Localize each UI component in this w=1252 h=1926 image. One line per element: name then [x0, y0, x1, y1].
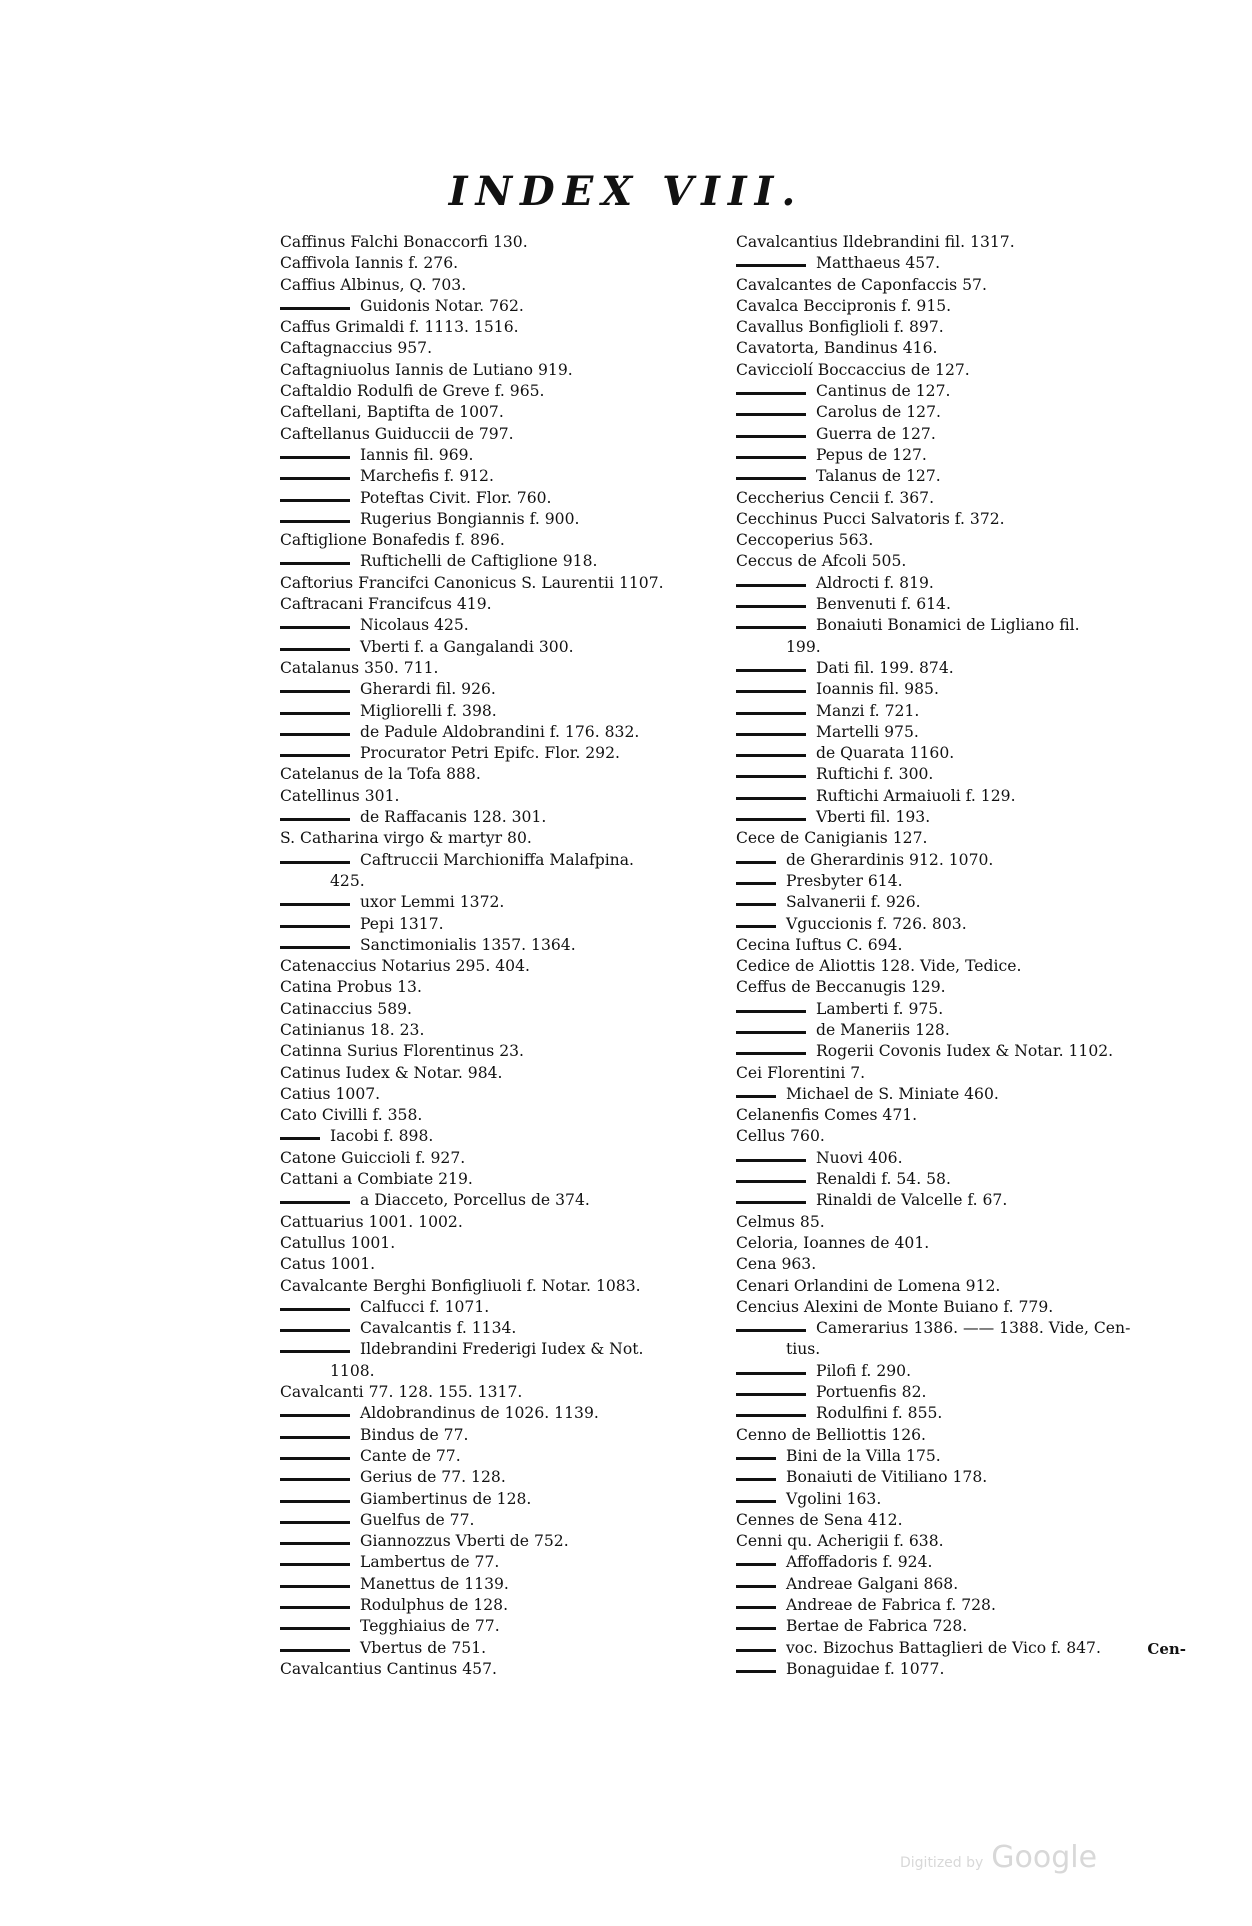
index-subentry: Gherardi fil. 926.	[280, 679, 710, 700]
index-subentry: Rinaldi de Valcelle f. 67.	[736, 1190, 1186, 1211]
index-entry: Catellinus 301.	[280, 786, 400, 805]
index-entry: Cenno de Belliottis 126.	[736, 1425, 926, 1444]
index-subentry: Migliorelli f. 398.	[280, 701, 710, 722]
index-subentry: Aldrocti f. 819.	[736, 573, 1186, 594]
index-entry: Cavalca Beccipronis f. 915.	[736, 296, 952, 315]
index-subentry: Camerarius 1386. —— 1388. Vide, Cen-	[736, 1318, 1186, 1339]
index-entry: Caffius Albinus, Q. 703.	[280, 275, 467, 294]
index-subentry: Bonaiuti de Vitiliano 178.	[736, 1467, 1186, 1488]
index-entry: Ceffus de Beccanugis 129.	[736, 978, 946, 997]
index-entry: Caffinus Falchi Bonaccorfi 130.	[280, 233, 528, 251]
index-subentry: Renaldi f. 54. 58.	[736, 1169, 1186, 1190]
index-subentry: Vgolini 163.	[736, 1489, 1186, 1510]
index-subentry: Ruftichelli de Caftiglione 918.	[280, 551, 710, 572]
index-entry: Caftiglione Bonafedis f. 896.	[280, 531, 505, 550]
index-subentry: voc. Bizochus Battaglieri de Vico f. 847.	[736, 1638, 1186, 1659]
index-subentry: Iacobi f. 898.	[280, 1126, 710, 1147]
index-entry: Cece de Canigianis 127.	[736, 829, 928, 848]
index-subentry: Rogerii Covonis Iudex & Notar. 1102.	[736, 1041, 1186, 1062]
index-subentry: Portuenfis 82.	[736, 1382, 1186, 1403]
index-subentry: Giannozzus Vberti de 752.	[280, 1531, 710, 1552]
index-subentry: Guelfus de 77.	[280, 1510, 710, 1531]
index-entry: Cena 963.	[736, 1255, 817, 1274]
index-subentry: Talanus de 127.	[736, 466, 1186, 487]
index-entry: Caftagnaccius 957.	[280, 339, 433, 358]
index-subentry: Vbertus de 751.	[280, 1638, 710, 1659]
index-entry: Caftracani Francifcus 419.	[280, 595, 492, 614]
page-header: INDEX VIII.	[448, 168, 804, 215]
index-subentry: Caftruccii Marchioniffa Malafpina.	[280, 850, 710, 871]
index-subentry: Vberti f. a Gangalandi 300.	[280, 637, 710, 658]
index-entry: Cavicciolí Boccaccius de 127.	[736, 360, 970, 379]
index-entry: Caftellani, Baptifta de 1007.	[280, 403, 504, 422]
index-entry-continuation: tius.	[786, 1340, 821, 1359]
index-entry: Cavallus Bonfiglioli f. 897.	[736, 318, 944, 337]
index-entry: Cattani a Combiate 219.	[280, 1170, 473, 1189]
index-subentry: Poteftas Civit. Flor. 760.	[280, 488, 710, 509]
index-subentry: Pepi 1317.	[280, 914, 710, 935]
index-entry: Cellus 760.	[736, 1127, 825, 1146]
index-subentry: de Padule Aldobrandini f. 176. 832.	[280, 722, 710, 743]
index-entry: Catius 1007.	[280, 1084, 381, 1103]
index-subentry: de Maneriis 128.	[736, 1020, 1186, 1041]
index-subentry: Manettus de 1139.	[280, 1574, 710, 1595]
index-subentry: a Diacceto, Porcellus de 374.	[280, 1190, 710, 1211]
index-subentry: Andreae Galgani 868.	[736, 1574, 1186, 1595]
index-subentry: Bini de la Villa 175.	[736, 1446, 1186, 1467]
index-subentry: Vberti fil. 193.	[736, 807, 1186, 828]
index-entry: Catinna Surius Florentinus 23.	[280, 1042, 525, 1061]
index-subentry: Sanctimonialis 1357. 1364.	[280, 935, 710, 956]
index-subentry: Ioannis fil. 985.	[736, 679, 1186, 700]
index-entry: Cedice de Aliottis 128. Vide, Tedice.	[736, 957, 1022, 976]
index-subentry: Marchefis f. 912.	[280, 466, 710, 487]
index-entry: Cavalcantius Cantinus 457.	[280, 1659, 497, 1678]
index-entry: Cavalcantes de Caponfaccis 57.	[736, 275, 987, 294]
watermark-brand: Google	[991, 1840, 1098, 1875]
index-entry: Caftagniuolus Iannis de Lutiano 919.	[280, 360, 573, 379]
index-subentry: Salvanerii f. 926.	[736, 892, 1186, 913]
index-subentry: uxor Lemmi 1372.	[280, 892, 710, 913]
index-subentry: Dati fil. 199. 874.	[736, 658, 1186, 679]
index-entry: Cecina Iuftus C. 694.	[736, 935, 903, 954]
index-subentry: Aldobrandinus de 1026. 1139.	[280, 1403, 710, 1424]
index-subentry: Rodulphus de 128.	[280, 1595, 710, 1616]
index-subentry: Cante de 77.	[280, 1446, 710, 1467]
index-entry: Cei Florentini 7.	[736, 1063, 866, 1082]
index-subentry: Martelli 975.	[736, 722, 1186, 743]
index-entry: Cenni qu. Acherigii f. 638.	[736, 1532, 944, 1551]
index-subentry: Vguccionis f. 726. 803.	[736, 914, 1186, 935]
index-entry: Catinianus 18. 23.	[280, 1020, 425, 1039]
index-subentry: Tegghiaius de 77.	[280, 1616, 710, 1637]
index-column-right	[736, 232, 1186, 1680]
index-subentry: Manzi f. 721.	[736, 701, 1186, 722]
index-subentry: Michael de S. Miniate 460.	[736, 1084, 1186, 1105]
index-subentry: Benvenuti f. 614.	[736, 594, 1186, 615]
index-entry: Catenaccius Notarius 295. 404.	[280, 957, 530, 976]
index-entry: Cavalcantius Ildebrandini fil. 1317.	[736, 233, 1015, 251]
index-subentry: Gerius de 77. 128.	[280, 1467, 710, 1488]
index-entry: Celoria, Ioannes de 401.	[736, 1233, 930, 1252]
index-entry: Catullus 1001.	[280, 1233, 396, 1252]
index-subentry: Ildebrandini Frederigi Iudex & Not.	[280, 1339, 710, 1360]
index-entry: Ceccoperius 563.	[736, 531, 874, 550]
index-entry-continuation: 425.	[330, 871, 365, 890]
index-subentry: Bonaguidae f. 1077.	[736, 1659, 1186, 1680]
index-entry: Catus 1001.	[280, 1255, 376, 1274]
watermark-prefix: Digitized by	[900, 1855, 984, 1871]
index-subentry: Lambertus de 77.	[280, 1552, 710, 1573]
index-entry: Ceccus de Afcoli 505.	[736, 552, 907, 571]
index-subentry: Rodulfini f. 855.	[736, 1403, 1186, 1424]
index-subentry: Rugerius Bongiannis f. 900.	[280, 509, 710, 530]
index-entry: Cencius Alexini de Monte Buiano f. 779.	[736, 1297, 1054, 1316]
index-entry: Cecchinus Pucci Salvatoris f. 372.	[736, 509, 1005, 528]
index-subentry: de Raffacanis 128. 301.	[280, 807, 710, 828]
index-entry: Caftellanus Guiduccii de 797.	[280, 424, 514, 443]
index-subentry: Presbyter 614.	[736, 871, 1186, 892]
index-entry: Ceccherius Cencii f. 367.	[736, 488, 935, 507]
index-subentry: de Quarata 1160.	[736, 743, 1186, 764]
index-subentry: Pepus de 127.	[736, 445, 1186, 466]
index-entry: Catina Probus 13.	[280, 978, 422, 997]
index-entry: Cavalcante Berghi Bonfigliuoli f. Notar. 1083.	[280, 1276, 641, 1295]
index-subentry: Bonaiuti Bonamici de Ligliano fil.	[736, 615, 1186, 636]
index-subentry: Cantinus de 127.	[736, 381, 1186, 402]
index-entry: Caffivola Iannis f. 276.	[280, 254, 459, 273]
index-subentry: Affoffadoris f. 924.	[736, 1552, 1186, 1573]
index-subentry: Ruftichi Armaiuoli f. 129.	[736, 786, 1186, 807]
index-entry: Cavatorta, Bandinus 416.	[736, 339, 938, 358]
index-entry-continuation: 199.	[786, 637, 821, 656]
index-subentry: Guidonis Notar. 762.	[280, 296, 710, 317]
index-entry: Catinus Iudex & Notar. 984.	[280, 1063, 503, 1082]
index-entry: Cavalcanti 77. 128. 155. 1317.	[280, 1383, 523, 1402]
index-subentry: Guerra de 127.	[736, 424, 1186, 445]
index-entry: Cattuarius 1001. 1002.	[280, 1212, 463, 1231]
index-entry: Catalanus 350. 711.	[280, 658, 439, 677]
digitized-watermark	[900, 1840, 1097, 1875]
index-subentry: Andreae de Fabrica f. 728.	[736, 1595, 1186, 1616]
index-entry: Catelanus de la Tofa 888.	[280, 765, 481, 784]
index-subentry: Procurator Petri Epifc. Flor. 292.	[280, 743, 710, 764]
index-entry: Catinaccius 589.	[280, 999, 412, 1018]
index-subentry: Matthaeus 457.	[736, 253, 1186, 274]
index-subentry: de Gherardinis 912. 1070.	[736, 850, 1186, 871]
index-subentry: Bertae de Fabrica 728.	[736, 1616, 1186, 1637]
index-subentry: Lamberti f. 975.	[736, 999, 1186, 1020]
index-entry: Cennes de Sena 412.	[736, 1510, 903, 1529]
index-entry: Caftaldio Rodulfi de Greve f. 965.	[280, 382, 545, 401]
index-subentry: Iannis fil. 969.	[280, 445, 710, 466]
index-subentry: Nuovi 406.	[736, 1148, 1186, 1169]
index-subentry: Calfucci f. 1071.	[280, 1297, 710, 1318]
index-subentry: Bindus de 77.	[280, 1425, 710, 1446]
catchword: Cen-	[1147, 1640, 1186, 1658]
index-entry: Cato Civilli f. 358.	[280, 1106, 423, 1125]
index-entry: S. Catharina virgo & martyr 80.	[280, 829, 532, 848]
index-column-left	[280, 232, 710, 1680]
index-entry: Celmus 85.	[736, 1212, 825, 1231]
index-entry-continuation: 1108.	[330, 1361, 375, 1380]
index-subentry: Pilofi f. 290.	[736, 1361, 1186, 1382]
index-subentry: Giambertinus de 128.	[280, 1489, 710, 1510]
index-entry: Celanenfis Comes 471.	[736, 1106, 918, 1125]
index-subentry: Cavalcantis f. 1134.	[280, 1318, 710, 1339]
index-subentry: Carolus de 127.	[736, 402, 1186, 423]
index-subentry: Ruftichi f. 300.	[736, 764, 1186, 785]
index-subentry: Nicolaus 425.	[280, 615, 710, 636]
index-entry: Cenari Orlandini de Lomena 912.	[736, 1276, 1001, 1295]
index-entry: Caffus Grimaldi f. 1113. 1516.	[280, 318, 519, 337]
index-entry: Catone Guiccioli f. 927.	[280, 1148, 466, 1167]
index-entry: Caftorius Francifci Canonicus S. Laurentii 1107.	[280, 573, 664, 592]
